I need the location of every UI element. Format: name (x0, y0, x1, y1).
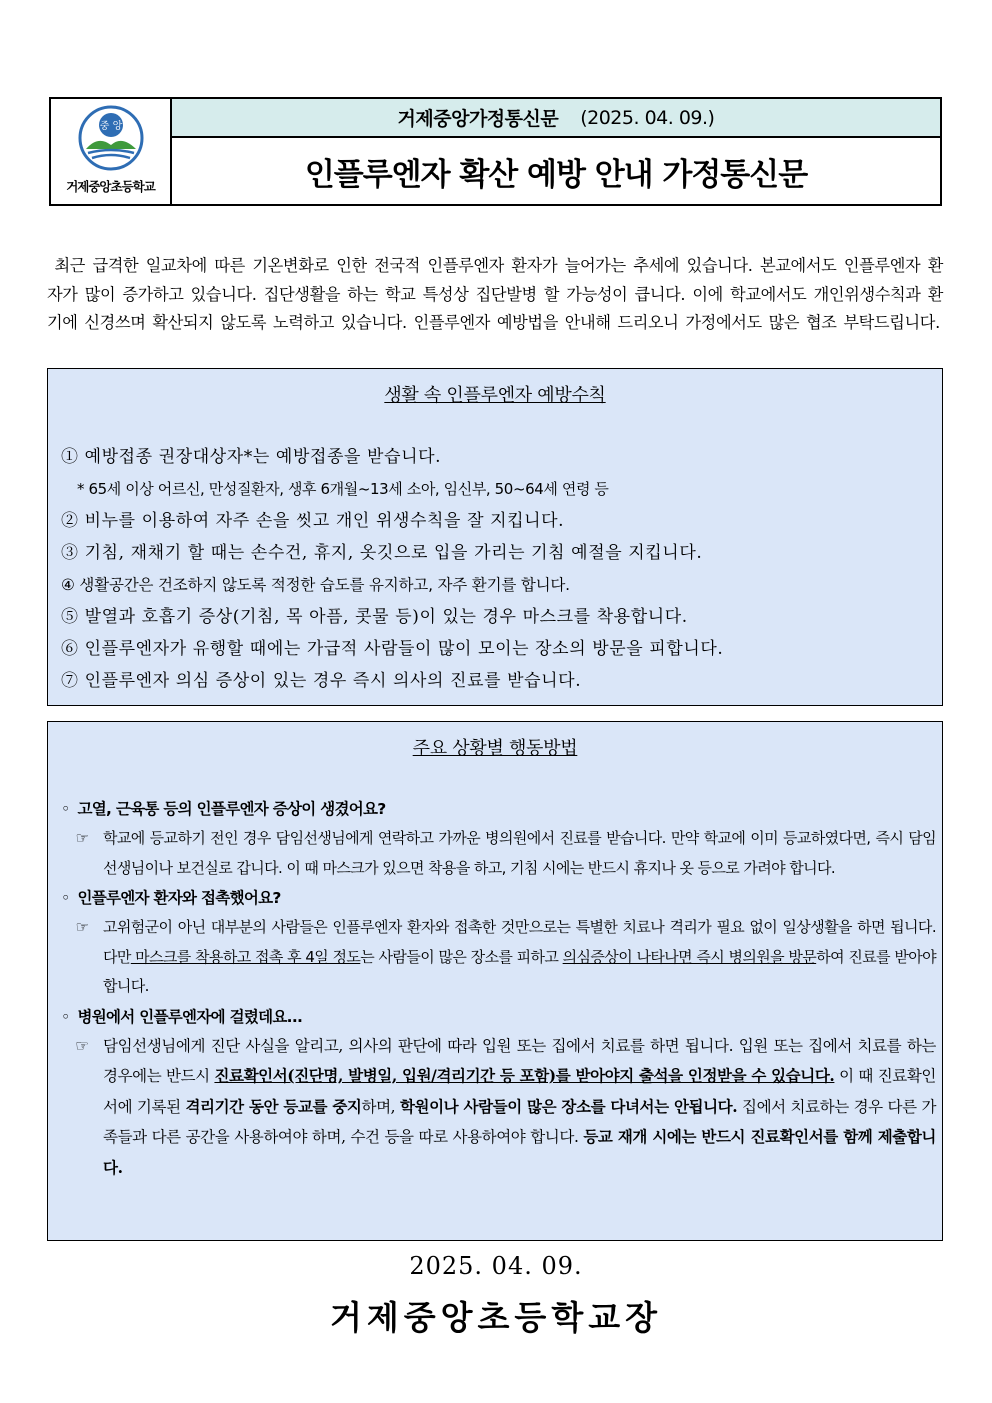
situations-list (48, 794, 942, 1183)
newsletter-band (172, 99, 940, 138)
question-text: 인플루엔자 환자와 접촉했어요? (77, 889, 281, 907)
bullet-icon: ◦ (61, 889, 70, 907)
logo-cell (51, 99, 172, 204)
situations-title: 주요 상황별 행동방법 (412, 738, 578, 759)
rule-item: ④ 생활공간은 건조하지 않도록 적정한 습도를 유지하고, 자주 환기를 합니다. (61, 576, 570, 594)
answer-underline: 마스크를 착용하고 접촉 후 4일 정도 (130, 947, 361, 966)
rule-footnote: * 65세 이상 어르신, 만성질환자, 생후 6개월~13세 소아, 임신부, 50~64세 연령 등 (77, 480, 609, 498)
answer-part: 고위험군이 아닌 대부분의 사람들은 인플루엔자 환자와 접촉한 것만으로는 특별한 치료나 격리가 필요 없이 일상생활을 하면 됩니다. 다만 (103, 918, 936, 966)
answer-text (103, 1032, 936, 1184)
newsletter-label: 거제중앙가정통신문 (397, 108, 559, 130)
rule-item: ⑤ 발열과 호흡기 증상(기침, 목 아픔, 콧물 등)이 있는 경우 마스크를 착용합니다. (61, 607, 688, 627)
situations-box (47, 721, 943, 1241)
answer-text (103, 913, 936, 1002)
situation-question (61, 794, 936, 824)
school-logo-icon (78, 105, 144, 171)
rule-item: ① 예방접종 권장대상자*는 예방접종을 받습니다. (61, 447, 442, 467)
logo-text: 중 앙 (99, 121, 122, 132)
situation-answer (61, 824, 936, 883)
newsletter-date: (2025. 04. 09.) (580, 106, 715, 129)
rule-item: ② 비누를 이용하여 자주 손을 씻고 개인 위생수칙을 잘 지킵니다. (61, 511, 565, 531)
pointing-hand-icon: ☞ (75, 829, 89, 847)
footer-date: 2025. 04. 09. (409, 1252, 583, 1280)
situation-answer (61, 913, 936, 1002)
bullet-icon: ◦ (61, 1007, 70, 1026)
answer-part: 는 사람들이 많은 장소를 피하고 (360, 947, 559, 966)
rule-item: ⑦ 인플루엔자 의심 증상이 있는 경우 즉시 의사의 진료를 받습니다. (61, 671, 582, 691)
question-text: 병원에서 인플루엔자에 걸렸데요... (77, 1007, 303, 1026)
answer-part: 하여 진료를 받아야 합니다. (103, 947, 937, 995)
answer-bold: 격리기간 동안 등교를 중지 (185, 1096, 362, 1116)
prevention-title: 생활 속 인플루엔자 예방수칙 (384, 385, 606, 406)
question-text: 고열, 근육통 등의 인플루엔자 증상이 생겼어요? (77, 800, 386, 818)
header-table (49, 97, 942, 206)
rule-item: ⑥ 인플루엔자가 유행할 때에는 가급적 사람들이 많이 모이는 장소의 방문을 피합니다. (61, 639, 724, 659)
school-name: 거제중앙초등학교 (66, 179, 155, 194)
prevention-rules (48, 441, 942, 697)
answer-text: 학교에 등교하기 전인 경우 담임선생님에게 연락하고 가까운 병의원에서 진료를 받습니다. 만약 학교에 이미 등교하였다면, 즉시 담임선생님이나 보건실로 갑니다. 이 때 마스크가 있으면 착용을 하고, 기침 시에는 반드시 휴지나 옷 등으로 가려야 합니다. (103, 829, 936, 877)
answer-bold: 학원이나 사람들이 많은 장소를 다녀서는 안됩니다. (399, 1096, 738, 1116)
answer-part: 담임선생님에게 진단 사실을 알리고, 의사의 판단에 따라 입원 또는 집에서 치료를 하면 됩니다. 입원 또는 집에서 치료를 하는 경우에는 반드시 (103, 1036, 936, 1085)
pointing-hand-icon: ☞ (75, 1036, 89, 1055)
answer-bold-underline: 진료확인서(진단명, 발병일, 입원/격리기간 등 포함)를 받아야지 출석을 인정받을 수 있습니다. (214, 1066, 835, 1085)
answer-underline: 의심증상이 나타나면 즉시 병의원을 방문 (562, 947, 817, 966)
situation-question (61, 883, 936, 913)
answer-part: 집에서 치료하는 경우 다른 가족들과 다른 공간을 사용하여야 하며, 수건 등을 따로 사용하여야 합니다. (103, 1097, 937, 1146)
answer-bold: 등교 재개 시에는 반드시 진료확인서를 함께 제출합니다. (103, 1127, 936, 1177)
situation-answer (61, 1032, 936, 1184)
title-cell (172, 99, 940, 204)
bullet-icon: ◦ (61, 800, 70, 818)
pointing-hand-icon: ☞ (75, 918, 89, 936)
situation-question (61, 1002, 936, 1032)
intro-paragraph (47, 252, 943, 338)
prevention-box (47, 368, 943, 706)
answer-part: 하며, (361, 1097, 400, 1116)
principal-signature: 거제중앙초등학교장 (330, 1298, 662, 1337)
intro-text: 최근 급격한 일교차에 따른 기온변화로 인한 전국적 인플루엔자 환자가 늘어가는 추세에 있습니다. 본교에서도 인플루엔자 환자가 많이 증가하고 있습니다. 집단생활을 하는 학교 특성상 집단발병 할 가능성이 큽니다. 이에 학교에서도 개인위생수칙과 환기에 신경쓰며 확산되지 않도록 노력하고 있습니다. 인플루엔자 예방법을 안내해 드리오니 가정에서도 많은 협조 부탁드립니다. (47, 256, 943, 332)
rule-item: ③ 기침, 재채기 할 때는 손수건, 휴지, 옷깃으로 입을 가리는 기침 예절을 지킵니다. (61, 543, 703, 563)
answer-part: 이 때 진료확인서에 기록된 (103, 1067, 936, 1116)
page-title: 인플루엔자 확산 예방 안내 가정통신문 (304, 156, 808, 193)
